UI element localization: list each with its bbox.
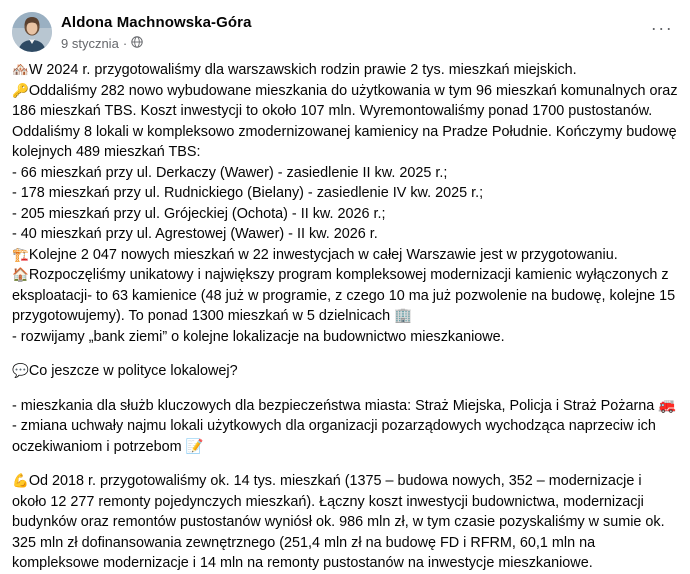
post-paragraph-text: Rozpoczęliśmy unikatowy i największy program kompleksowej modernizacji kamienic wyłączonych z eksploatacji- to 63 kamienice (48 już w programie, z czego 10 ma już pozwolenie na budowę, kolejne 15 przygotowujemy). To ponad 1300 mieszkań w 5 dzielnicach 🏢 <box>12 267 676 324</box>
paragraph-spacer <box>12 382 678 396</box>
post-options-button[interactable] <box>648 14 676 42</box>
post-paragraph-text: - mieszkania dla służb kluczowych dla bezpieczeństwa miasta: Straż Miejska, Policja i Straż Pożarna 🚒 <box>12 397 677 414</box>
post-paragraph <box>12 265 678 327</box>
globe-icon[interactable] <box>131 35 143 52</box>
post-header <box>12 10 678 58</box>
post-paragraph <box>12 416 678 457</box>
post-paragraph <box>12 183 678 204</box>
ellipsis-icon: ··· <box>650 18 674 38</box>
post-paragraph <box>12 224 678 245</box>
post-paragraph-text: - 40 mieszkań przy ul. Agrestowej (Wawer) - II kw. 2026 r. <box>12 226 378 242</box>
post-date[interactable]: 9 stycznia <box>61 36 119 51</box>
post-paragraph <box>12 361 678 382</box>
home-emoji-icon: 🏠 <box>12 267 29 283</box>
post-paragraph <box>12 163 678 184</box>
post-paragraph-text: - 66 mieszkań przy ul. Derkaczy (Wawer) - zasiedlenie II kw. 2025 r.; <box>12 164 448 181</box>
speech-bubble-emoji-icon: 💬 <box>12 363 29 379</box>
post-paragraph <box>12 60 678 81</box>
avatar-image <box>12 12 52 52</box>
post-paragraph-text: Od 2018 r. przygotowaliśmy ok. 14 tys. mieszkań (1375 – budowa nowych, 352 – modernizacje i około 12 277 remonty pojedynczych mieszkań). Łączny koszt inwestycji budownictwa, modernizacji budynków oraz remontów pustostanów wyniósł ok. 986 mln zł, w tym czasie pozyskaliśmy w sumie ok. 325 mln zł dofinansowania zewnętrznego (251,4 mln zł na budowę FD i RFRM, 60,1 mln na kompleksowe modernizacje i 14 mln na remonty pustostanów na inwestycje mieszkaniowe. <box>12 473 665 571</box>
post-paragraph <box>12 245 678 266</box>
post-author-name[interactable]: Aldona Machnowska-Góra <box>61 14 252 31</box>
construction-emoji-icon: 🏗️ <box>12 246 29 263</box>
post-paragraph-text: Kolejne 2 047 nowych mieszkań w 22 inwestycjach w całej Warszawie jest w przygotowaniu. <box>28 246 618 263</box>
post-paragraph <box>12 327 678 348</box>
post-paragraph-text: - zmiana uchwały najmu lokali użytkowych dla organizacji pozarządowych wychodząca naprzeciw ich oczekiwaniom i potrzebom 📝 <box>12 418 656 455</box>
post-paragraph-text: Co jeszcze w polityce lokalowej? <box>28 363 238 379</box>
post-meta <box>61 35 252 52</box>
post-paragraph-text: Oddaliśmy 282 nowo wybudowane mieszkania do użytkowania w tym 96 mieszkań komunalnych oraz 186 mieszkań TBS. Koszt inwestycji to około 107 mln. Wyremontowaliśmy ponad 1700 pustostanów. Oddaliśmy 8 lokali w kompleksowo zmodernizowanej kamienicy na Pradze Południe. Kończymy budowę kolejnych 489 mieszkań TBS: <box>12 82 678 160</box>
post-paragraph <box>12 81 678 163</box>
paragraph-spacer <box>12 457 678 471</box>
post-paragraph <box>12 471 678 574</box>
post-body <box>12 58 678 574</box>
post-paragraph <box>12 204 678 225</box>
post-paragraph <box>12 396 678 417</box>
post-header-text <box>61 12 252 52</box>
post-paragraph-text: W 2024 r. przygotowaliśmy dla warszawskich rodzin prawie 2 tys. mieszkań miejskich. <box>28 62 577 78</box>
post-paragraph-text: - 205 mieszkań przy ul. Grójeckiej (Ochota) - II kw. 2026 r.; <box>12 205 386 222</box>
post-paragraph-text: - rozwijamy „bank ziemi” o kolejne lokalizacje na budownictwo mieszkaniowe. <box>12 328 505 345</box>
post-paragraph-text: - 178 mieszkań przy ul. Rudnickiego (Bielany) - zasiedlenie IV kw. 2025 r.; <box>12 185 484 201</box>
meta-separator: · <box>122 36 128 51</box>
paragraph-spacer <box>12 347 678 361</box>
avatar[interactable] <box>12 12 52 52</box>
muscle-emoji-icon: 💪 <box>12 473 29 489</box>
key-emoji-icon: 🔑 <box>12 82 29 99</box>
house-emoji-icon: 🏘️ <box>12 62 29 78</box>
